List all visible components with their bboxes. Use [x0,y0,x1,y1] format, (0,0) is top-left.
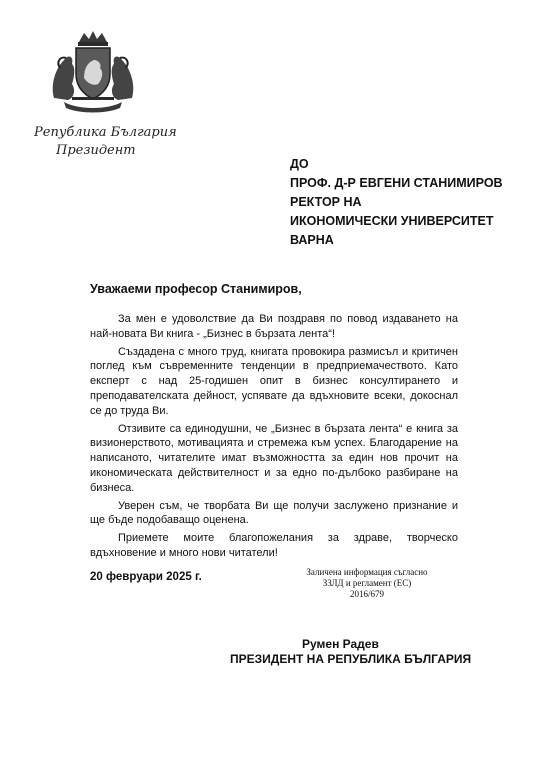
addressee-institution: ИКОНОМИЧЕСКИ УНИВЕРСИТЕТ [290,214,494,228]
letter-body [90,312,458,564]
addressee-to: ДО [290,157,309,171]
letter-date: 20 февруари 2025 г. [90,571,202,583]
issuer-country: Република България [34,125,177,140]
redaction-line: 2016/679 [349,589,384,599]
addressee-block [290,155,530,250]
addressee-city: ВАРНА [290,233,334,247]
addressee-position: РЕКТОР НА [290,195,362,209]
body-paragraph: Отзивите са единодушни, че „Бизнес в бързата лента“ е книга за визионерството, мотивацията и стремежа към успех. Благодарение на написаното, читателите имат възможността за един нов прочит на икономическата действителност и за едно по-дълбоко разбиране на бизнеса. [90,422,458,494]
salutation: Уважаеми професор Станимиров, [90,282,302,296]
issuer-office: Президент [56,143,136,158]
addressee-name: ПРОФ. Д-Р ЕВГЕНИ СТАНИМИРОВ [290,176,503,190]
body-paragraph: Приемете моите благопожелания за здраве, творческо вдъхновение и много нови читатели! [90,532,458,559]
redaction-line: Заличена информация съгласно [306,567,428,577]
body-paragraph: За мен е удоволствие да Ви поздравя по повод издаването на най-новата Ви книга - „Бизнес в бързата лента“! [90,313,458,340]
coat-of-arms-icon [46,28,140,116]
redaction-line: ЗЗЛД и регламент (ЕС) [322,578,412,588]
redaction-note [284,567,450,600]
issuer-block [34,124,184,160]
body-paragraph: Уверен съм, че творбата Ви ще получи заслужено признание и ще бъде подобаващо оценена. [90,499,458,527]
signer-name: Румен Радев [302,637,379,651]
body-paragraph: Създадена с много труд, книгата провокира размисъл и критичен поглед към съвременните тенденции в предприемачеството. Като експерт с над 25-годишен опит в бизнес консултирането и преподавателската дейност, успявате да вдъхновите всеки, докоснал се до труда Ви. [90,345,458,417]
signer-title: ПРЕЗИДЕНТ НА РЕПУБЛИКА БЪЛГАРИЯ [230,652,472,666]
